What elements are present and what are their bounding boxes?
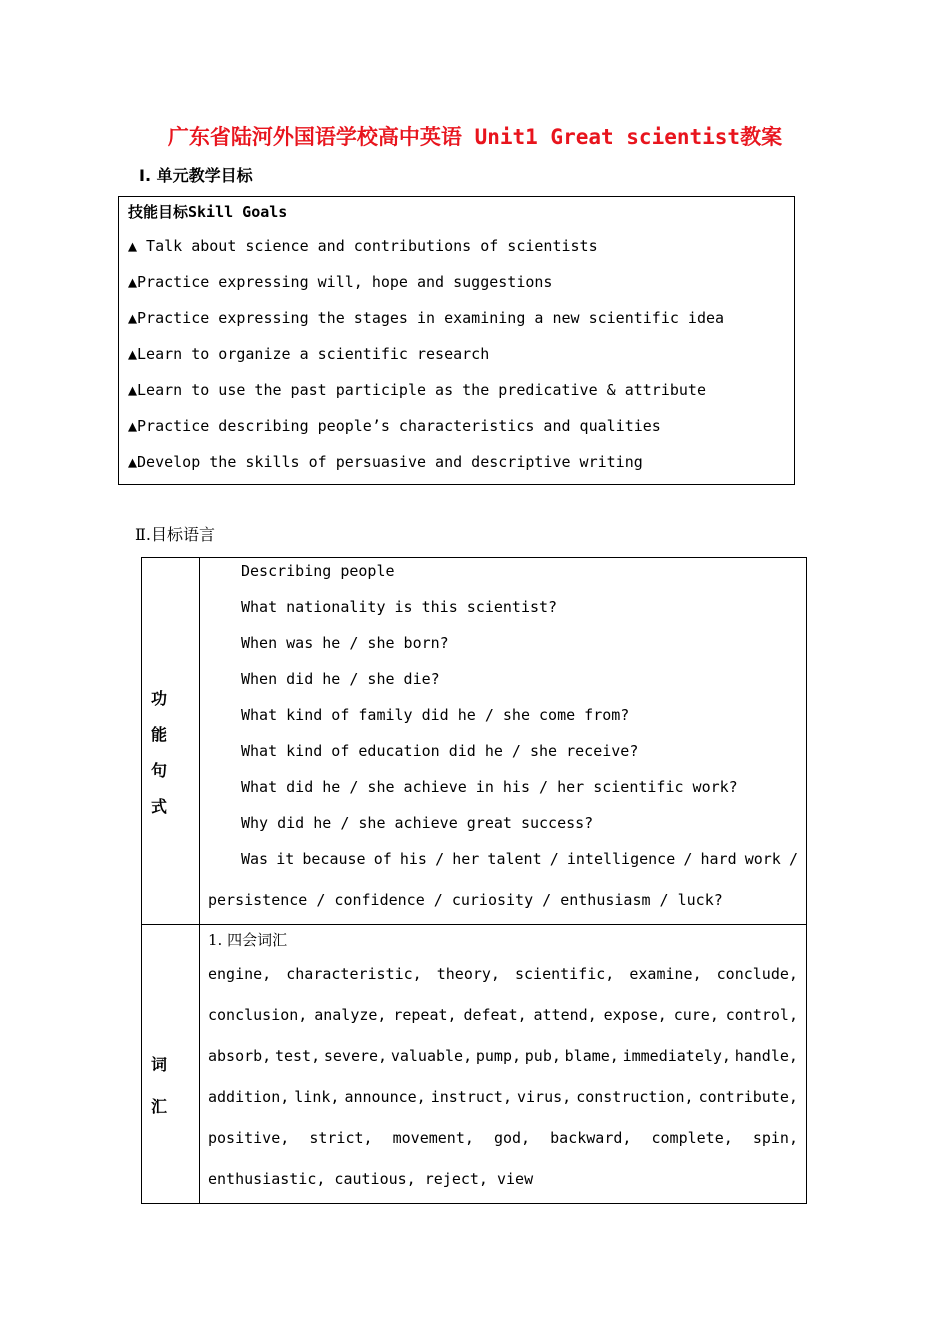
vocab-row [208, 1088, 798, 1106]
vocab-word: valuable, [390, 1047, 473, 1065]
vocab-word: contribute, [698, 1088, 798, 1106]
vocab-word: handle, [734, 1047, 798, 1065]
skill-goals-box [118, 196, 795, 485]
vocab-word: examine, [629, 965, 702, 983]
goal-item: ▲Practice expressing the stages in examining a new scientific idea [128, 309, 725, 327]
vocab-word: conclude, [716, 965, 798, 983]
vocab-word: test, [274, 1047, 321, 1065]
vocab-word: control, [725, 1006, 798, 1024]
vocab-word: characteristic, [286, 965, 422, 983]
goal-item: ▲Learn to organize a scientific research [128, 345, 490, 363]
vocab-word: engine, [208, 965, 272, 983]
function-line-justified [241, 850, 798, 868]
vocab-word: immediately, [622, 1047, 731, 1065]
vocab-word: expose, [603, 1006, 667, 1024]
vocab-word: severe, [323, 1047, 388, 1065]
vocab-word: defeat, [463, 1006, 527, 1024]
function-line: What nationality is this scientist? [241, 598, 558, 616]
vocab-row [208, 1047, 798, 1065]
vocab-word: theory, [436, 965, 500, 983]
vocab-word: strict, [309, 1129, 373, 1147]
word: because [302, 850, 366, 868]
target-language-table [141, 557, 807, 1204]
goal-item: ▲Practice describing people’s characteristics and qualities [128, 417, 661, 435]
functions-label-char: 功 [151, 689, 168, 708]
goal-item: ▲Learn to use the past participle as the predicative & attribute [128, 381, 706, 399]
vocab-word: attend, [533, 1006, 597, 1024]
vocab-word: movement, [392, 1129, 474, 1147]
vocab-word: backward, [550, 1129, 632, 1147]
section2-heading: Ⅱ.目标语言 [135, 525, 215, 544]
goal-item: ▲ Talk about science and contributions of scientists [128, 237, 598, 255]
vocab-word: repeat, [393, 1006, 457, 1024]
word: Was [241, 850, 269, 868]
vocab-word: positive, [208, 1129, 290, 1147]
vocab-row [208, 965, 798, 983]
vocab-row [208, 1129, 798, 1147]
vocab-word: conclusion, [208, 1006, 308, 1024]
word: intelligence [566, 850, 676, 868]
vocab-heading: 1. 四会词汇 [208, 931, 288, 949]
function-line: When did he / she die? [241, 670, 440, 688]
vocab-word: spin, [752, 1129, 798, 1147]
word: / [683, 850, 693, 868]
functions-label-char: 能 [151, 725, 168, 744]
word: / [435, 850, 445, 868]
vocab-word: blame, [564, 1047, 619, 1065]
word: hard [700, 850, 737, 868]
section1-heading: Ⅰ. 单元教学目标 [139, 166, 253, 185]
vocab-word: analyze, [314, 1006, 387, 1024]
vocab-row: enthusiastic, cautious, reject, view [208, 1170, 534, 1188]
function-line: Describing people [241, 562, 395, 580]
vocab-word: construction, [576, 1088, 694, 1106]
word: her [452, 850, 480, 868]
vocab-word: pump, [475, 1047, 522, 1065]
word: it [276, 850, 295, 868]
vocab-word: absorb, [208, 1047, 272, 1065]
word: / [549, 850, 559, 868]
vocab-word: virus, [517, 1088, 572, 1106]
vocab-label-char: 词 [151, 1055, 168, 1074]
function-line: What kind of family did he / she come from? [241, 706, 630, 724]
functions-label-char: 句 [151, 761, 168, 780]
table-divider [142, 924, 806, 925]
document-title: 广东省陆河外国语学校高中英语 Unit1 Great scientist教案 [167, 125, 783, 149]
vocab-word: scientific, [515, 965, 615, 983]
function-line: When was he / she born? [241, 634, 449, 652]
vocab-row [208, 1006, 798, 1024]
vocab-word: addition, [208, 1088, 290, 1106]
word: of [373, 850, 392, 868]
function-line: What kind of education did he / she receive? [241, 742, 639, 760]
vocab-label-char: 汇 [151, 1097, 168, 1116]
vocab-word: complete, [651, 1129, 733, 1147]
vocab-word: pub, [524, 1047, 561, 1065]
word: / [788, 850, 798, 868]
vocab-word: cure, [673, 1006, 719, 1024]
function-line: Why did he / she achieve great success? [241, 814, 594, 832]
function-line: persistence / confidence / curiosity / enthusiasm / luck? [208, 891, 723, 909]
vocab-word: announce, [344, 1088, 426, 1106]
vocab-word: instruct, [430, 1088, 512, 1106]
word: his [399, 850, 427, 868]
skill-goals-heading: 技能目标Skill Goals [128, 203, 288, 221]
vocab-word: god, [493, 1129, 531, 1147]
vocab-word: link, [294, 1088, 340, 1106]
word: work [744, 850, 781, 868]
function-line: What did he / she achieve in his / her scientific work? [241, 778, 738, 796]
goal-item: ▲Develop the skills of persuasive and descriptive writing [128, 453, 643, 471]
goal-item: ▲Practice expressing will, hope and suggestions [128, 273, 553, 291]
table-divider [199, 558, 200, 1203]
functions-label-char: 式 [151, 797, 168, 816]
word: talent [487, 850, 542, 868]
